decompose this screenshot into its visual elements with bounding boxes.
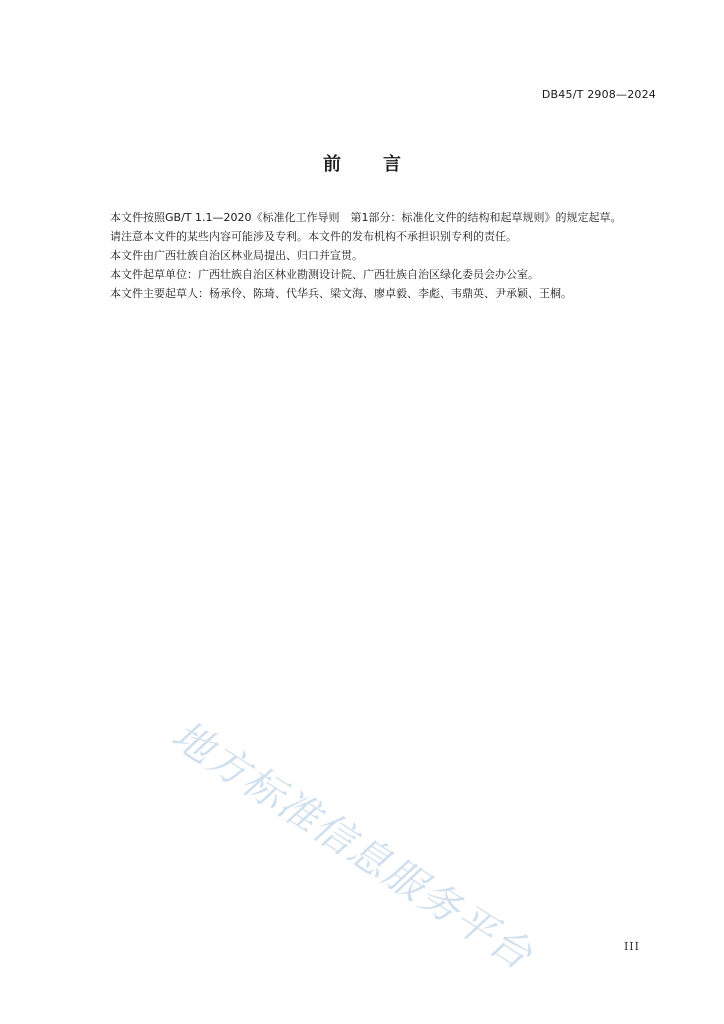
paragraph-drafters: 本文件主要起草人：杨承伶、陈琦、代华兵、梁文海、廖卓毅、李彪、韦鼎英、尹承颖、王桐。	[110, 287, 572, 300]
page-number: III	[623, 940, 640, 953]
watermark-text: 地方标准信息服务平台	[163, 712, 541, 980]
paragraph-drafting-basis: 本文件按照GB/T 1.1—2020《标准化工作导则 第1部分：标准化文件的结构和起草规则》的规定起草。	[110, 211, 622, 224]
document-code: DB45/T 2908—2024	[541, 88, 656, 101]
page-title: 前言	[323, 154, 443, 175]
document-body	[88, 208, 658, 303]
paragraph-proposer: 本文件由广西壮族自治区林业局提出、归口并宣贯。	[110, 249, 363, 262]
paragraph-patent-notice: 请注意本文件的某些内容可能涉及专利。本文件的发布机构不承担识别专利的责任。	[110, 230, 517, 243]
paragraph-drafting-units: 本文件起草单位：广西壮族自治区林业勘测设计院、广西壮族自治区绿化委员会办公室。	[110, 268, 539, 281]
